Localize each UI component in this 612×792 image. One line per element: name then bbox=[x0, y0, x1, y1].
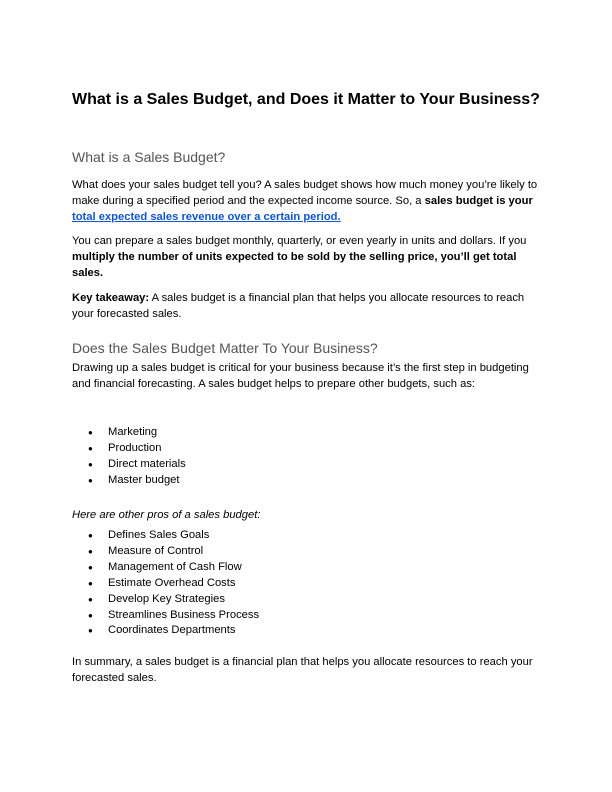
definition-link[interactable]: total expected sales revenue over a certain period. bbox=[72, 210, 341, 223]
paragraph-text: You can prepare a sales budget monthly, quarterly, or even yearly in units and dollars. If you bbox=[72, 235, 527, 247]
bold-text: sales budget is your bbox=[424, 194, 533, 207]
paragraph-key-takeaway bbox=[72, 291, 542, 323]
list-item: ● Streamlines Business Process bbox=[72, 608, 259, 624]
list-item: ● Defines Sales Goals bbox=[72, 528, 259, 544]
paragraph-definition bbox=[72, 178, 542, 225]
list-item: ● Management of Cash Flow bbox=[72, 560, 259, 576]
list-item: ● Estimate Overhead Costs bbox=[72, 576, 259, 592]
key-takeaway-label: Key takeaway: bbox=[72, 292, 150, 304]
pros-list bbox=[72, 528, 259, 639]
paragraph-text: What does your sales budget tell you? A sales budget shows how much money you’re likely to make during a specified period and the expected income source. So, a bbox=[72, 179, 538, 207]
paragraph-prepare bbox=[72, 234, 542, 281]
page-title: What is a Sales Budget, and Does it Matter to Your Business? bbox=[72, 91, 540, 108]
paragraph-text: A sales budget is a financial plan that helps you allocate resources to reach your forecasted sales. bbox=[72, 292, 525, 320]
list-item: ● Coordinates Departments bbox=[72, 623, 259, 639]
budgets-list bbox=[72, 425, 186, 489]
section-heading-does-it-matter: Does the Sales Budget Matter To Your Business? bbox=[72, 340, 378, 356]
list-item: ● Master budget bbox=[72, 473, 186, 489]
paragraph-summary: In summary, a sales budget is a financial plan that helps you allocate resources to reach your forecasted sales. bbox=[72, 656, 533, 684]
list-item: ● Direct materials bbox=[72, 457, 186, 473]
list-item: ● Production bbox=[72, 441, 186, 457]
bold-text: multiply the number of units expected to be sold by the selling price, you’ll get total sales. bbox=[72, 250, 517, 279]
paragraph-critical: Drawing up a sales budget is critical for your business because it’s the first step in budgeting and financial forecasting. A sales budget helps to prepare other budgets, such as: bbox=[72, 362, 529, 390]
list-item: ● Develop Key Strategies bbox=[72, 592, 259, 608]
pros-intro: Here are other pros of a sales budget: bbox=[72, 509, 261, 521]
section-heading-what-is: What is a Sales Budget? bbox=[72, 149, 226, 165]
list-item: ● Measure of Control bbox=[72, 544, 259, 560]
list-item: ● Marketing bbox=[72, 425, 186, 441]
